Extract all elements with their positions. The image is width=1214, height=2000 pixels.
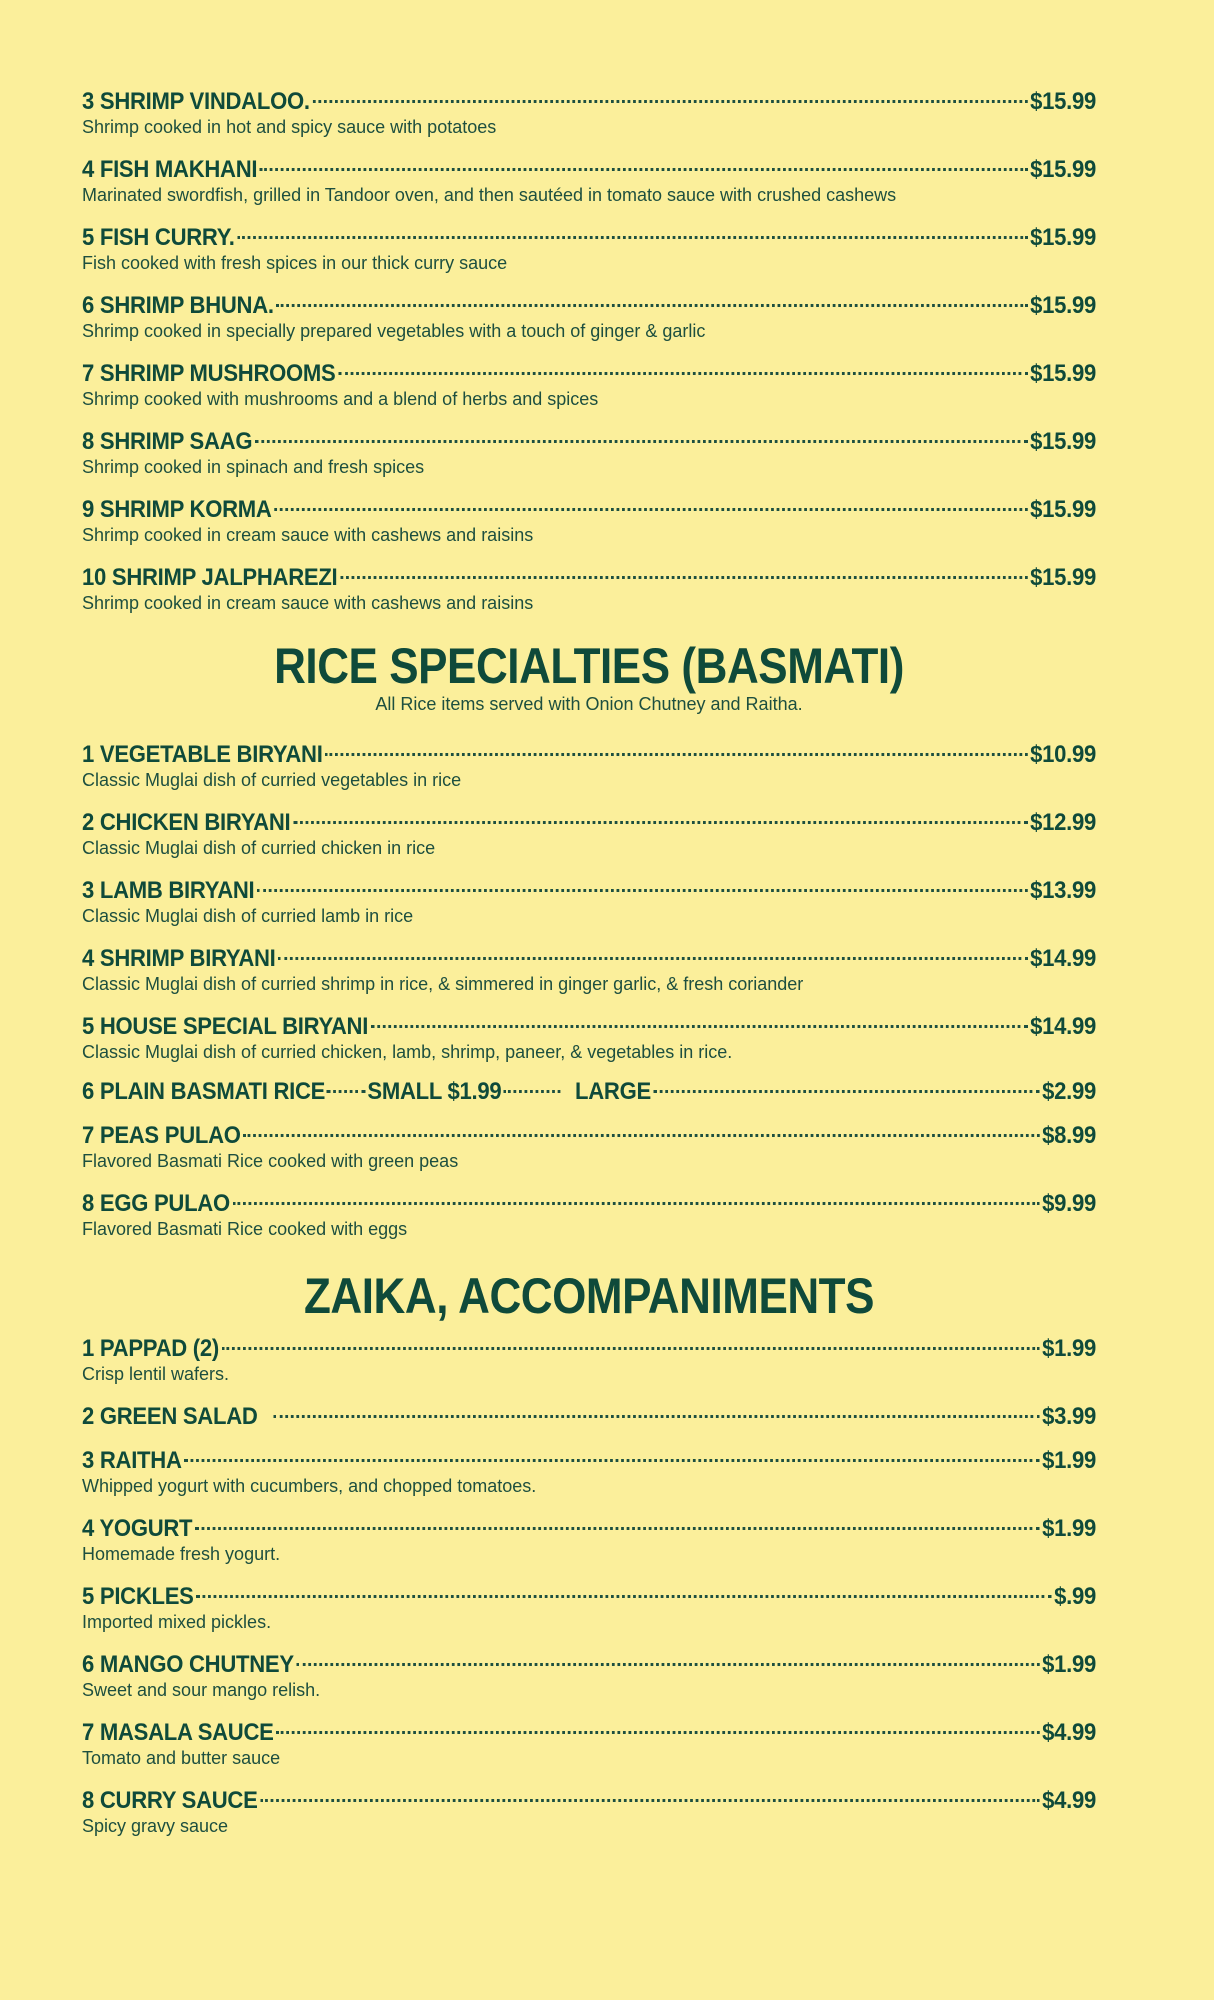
item-price: $15.99 bbox=[1030, 224, 1097, 251]
leader-dots bbox=[255, 422, 1027, 443]
item-name: 5 HOUSE SPECIAL BIRYANI bbox=[82, 1013, 369, 1040]
item-price: $4.99 bbox=[1042, 1787, 1097, 1814]
menu-item bbox=[82, 1011, 1096, 1076]
menu-item-plain-rice bbox=[82, 1076, 1096, 1120]
item-price: $4.99 bbox=[1042, 1719, 1097, 1746]
item-name: 7 MASALA SAUCE bbox=[82, 1719, 274, 1746]
leader-dots bbox=[340, 558, 1027, 579]
item-price: $15.99 bbox=[1030, 360, 1097, 387]
menu-item bbox=[82, 1581, 1096, 1649]
leader-dots bbox=[260, 1781, 1039, 1802]
item-description: Classic Muglai dish of curried vegetables in rice bbox=[82, 770, 462, 790]
item-price: $15.99 bbox=[1030, 88, 1097, 115]
item-name: 4 YOGURT bbox=[82, 1515, 193, 1542]
leader-dots bbox=[276, 1713, 1039, 1734]
section-subtitle: All Rice items served with Onion Chutney and Raitha. bbox=[375, 694, 803, 714]
item-description: Classic Muglai dish of curried chicken, lamb, shrimp, paneer, & vegetables in rice. bbox=[82, 1042, 733, 1062]
item-price: $14.99 bbox=[1030, 1013, 1097, 1040]
menu-item bbox=[82, 86, 1096, 154]
zaika-section bbox=[82, 1269, 1096, 1838]
item-description: Homemade fresh yogurt. bbox=[82, 1544, 281, 1564]
leader-dots bbox=[184, 1441, 1039, 1462]
item-description: Classic Muglai dish of curried chicken in rice bbox=[82, 838, 436, 858]
item-price: $15.99 bbox=[1030, 428, 1097, 455]
menu-item bbox=[82, 290, 1096, 358]
item-price: $15.99 bbox=[1030, 496, 1097, 523]
item-description: Crisp lentil wafers. bbox=[82, 1364, 230, 1384]
item-description: Flavored Basmati Rice cooked with eggs bbox=[82, 1219, 408, 1239]
item-price: $2.99 bbox=[1042, 1078, 1097, 1105]
menu-item bbox=[82, 358, 1096, 426]
item-description: Whipped yogurt with cucumbers, and chopped tomatoes. bbox=[82, 1476, 537, 1496]
leader-dots bbox=[277, 286, 1028, 307]
item-name: 8 SHRIMP SAAG bbox=[82, 428, 253, 455]
item-name: 7 SHRIMP MUSHROOMS bbox=[82, 360, 336, 387]
item-price: $1.99 bbox=[1042, 1335, 1097, 1362]
menu-item bbox=[82, 562, 1096, 615]
leader-dots bbox=[371, 1007, 1028, 1028]
item-name: 4 SHRIMP BIRYANI bbox=[82, 945, 276, 972]
item-name: 2 CHICKEN BIRYANI bbox=[82, 809, 291, 836]
menu-item bbox=[82, 1333, 1096, 1401]
leader-dots bbox=[257, 871, 1027, 892]
leader-dots bbox=[312, 82, 1027, 103]
menu-item bbox=[82, 494, 1096, 562]
item-name: 3 SHRIMP VINDALOO. bbox=[82, 88, 310, 115]
leader-dots bbox=[325, 735, 1027, 756]
item-description: Shrimp cooked in specially prepared vegetables with a touch of ginger & garlic bbox=[82, 321, 706, 341]
small-size-price: SMALL $1.99 bbox=[367, 1078, 502, 1105]
item-description: Sweet and sour mango relish. bbox=[82, 1680, 321, 1700]
item-description: Classic Muglai dish of curried shrimp in rice, & simmered in ginger garlic, & fresh coriander bbox=[82, 974, 804, 994]
leader-dots bbox=[195, 1509, 1039, 1530]
item-description: Marinated swordfish, grilled in Tandoor oven, and then sautéed in tomato sauce with crushed cashews bbox=[82, 185, 897, 205]
item-price: $10.99 bbox=[1030, 741, 1097, 768]
large-size-label: LARGE bbox=[575, 1078, 651, 1105]
item-description: Shrimp cooked in cream sauce with cashews and raisins bbox=[82, 593, 534, 613]
menu-item bbox=[82, 1401, 1096, 1445]
item-name: 2 GREEN SALAD bbox=[82, 1403, 258, 1430]
item-description: Flavored Basmati Rice cooked with green peas bbox=[82, 1151, 459, 1171]
item-description: Shrimp cooked in cream sauce with cashews and raisins bbox=[82, 525, 534, 545]
item-price: $9.99 bbox=[1042, 1190, 1097, 1217]
section-title: RICE SPECIALTIES (BASMATI) bbox=[274, 638, 904, 694]
menu-item bbox=[82, 1717, 1096, 1785]
item-price: $3.99 bbox=[1042, 1403, 1097, 1430]
menu-item bbox=[82, 426, 1096, 494]
item-price: $1.99 bbox=[1042, 1515, 1097, 1542]
item-description: Shrimp cooked in hot and spicy sauce with potatoes bbox=[82, 117, 497, 137]
leader-dots bbox=[654, 1072, 1040, 1093]
menu-item bbox=[82, 807, 1096, 875]
leader-dots bbox=[503, 1072, 560, 1093]
menu-item bbox=[82, 222, 1096, 290]
item-name: 1 PAPPAD (2) bbox=[82, 1335, 219, 1362]
item-name: 3 RAITHA bbox=[82, 1447, 182, 1474]
rice-section bbox=[82, 639, 1096, 1241]
seafood-section bbox=[82, 86, 1096, 615]
leader-dots bbox=[338, 354, 1027, 375]
menu-item bbox=[82, 1188, 1096, 1241]
menu-item bbox=[82, 1513, 1096, 1581]
item-name: 1 VEGETABLE BIRYANI bbox=[82, 741, 323, 768]
item-price: $1.99 bbox=[1042, 1651, 1097, 1678]
menu-item bbox=[82, 875, 1096, 943]
item-name: 7 PEAS PULAO bbox=[82, 1122, 241, 1149]
item-name: 6 PLAIN BASMATI RICE bbox=[82, 1078, 326, 1105]
menu-item bbox=[82, 1445, 1096, 1513]
menu-item bbox=[82, 1120, 1096, 1188]
item-price: $.99 bbox=[1054, 1583, 1097, 1610]
leader-dots bbox=[297, 1645, 1040, 1666]
item-price: $1.99 bbox=[1042, 1447, 1097, 1474]
item-price: $15.99 bbox=[1030, 564, 1097, 591]
leader-dots bbox=[222, 1329, 1040, 1350]
item-price: $13.99 bbox=[1030, 877, 1097, 904]
leader-dots bbox=[196, 1577, 1051, 1598]
leader-dots bbox=[274, 490, 1027, 511]
menu-item bbox=[82, 943, 1096, 1011]
item-name: 10 SHRIMP JALPHAREZI bbox=[82, 564, 338, 591]
item-name: 6 MANGO CHUTNEY bbox=[82, 1651, 294, 1678]
item-description: Shrimp cooked in spinach and fresh spices bbox=[82, 457, 425, 477]
item-name: 5 FISH CURRY. bbox=[82, 224, 235, 251]
item-description: Tomato and butter sauce bbox=[82, 1748, 281, 1768]
leader-dots bbox=[237, 218, 1027, 239]
item-price: $14.99 bbox=[1030, 945, 1097, 972]
item-description: Shrimp cooked with mushrooms and a blend of herbs and spices bbox=[82, 389, 599, 409]
item-description: Spicy gravy sauce bbox=[82, 1816, 229, 1836]
item-name: 4 FISH MAKHANI bbox=[82, 156, 258, 183]
leader-dots bbox=[293, 803, 1027, 824]
item-name: 6 SHRIMP BHUNA. bbox=[82, 292, 274, 319]
item-description: Imported mixed pickles. bbox=[82, 1612, 272, 1632]
item-name: 3 LAMB BIRYANI bbox=[82, 877, 255, 904]
menu-item bbox=[82, 154, 1096, 222]
leader-dots bbox=[243, 1116, 1039, 1137]
item-name: 8 CURRY SAUCE bbox=[82, 1787, 258, 1814]
item-price: $12.99 bbox=[1030, 809, 1097, 836]
item-name: 9 SHRIMP KORMA bbox=[82, 496, 272, 523]
menu-item bbox=[82, 739, 1096, 807]
leader-dots bbox=[273, 1397, 1039, 1418]
item-price: $15.99 bbox=[1030, 292, 1097, 319]
item-name: 8 EGG PULAO bbox=[82, 1190, 230, 1217]
item-price: $15.99 bbox=[1030, 156, 1097, 183]
item-description: Classic Muglai dish of curried lamb in rice bbox=[82, 906, 414, 926]
leader-dots bbox=[327, 1072, 366, 1093]
item-name: 5 PICKLES bbox=[82, 1583, 194, 1610]
leader-dots bbox=[260, 150, 1027, 171]
menu-item bbox=[82, 1649, 1096, 1717]
leader-dots bbox=[233, 1184, 1040, 1205]
leader-dots bbox=[278, 939, 1027, 960]
section-title: ZAIKA, ACCOMPANIMENTS bbox=[303, 1268, 875, 1324]
menu-item bbox=[82, 1785, 1096, 1838]
item-description: Fish cooked with fresh spices in our thick curry sauce bbox=[82, 253, 508, 273]
item-price: $8.99 bbox=[1042, 1122, 1097, 1149]
